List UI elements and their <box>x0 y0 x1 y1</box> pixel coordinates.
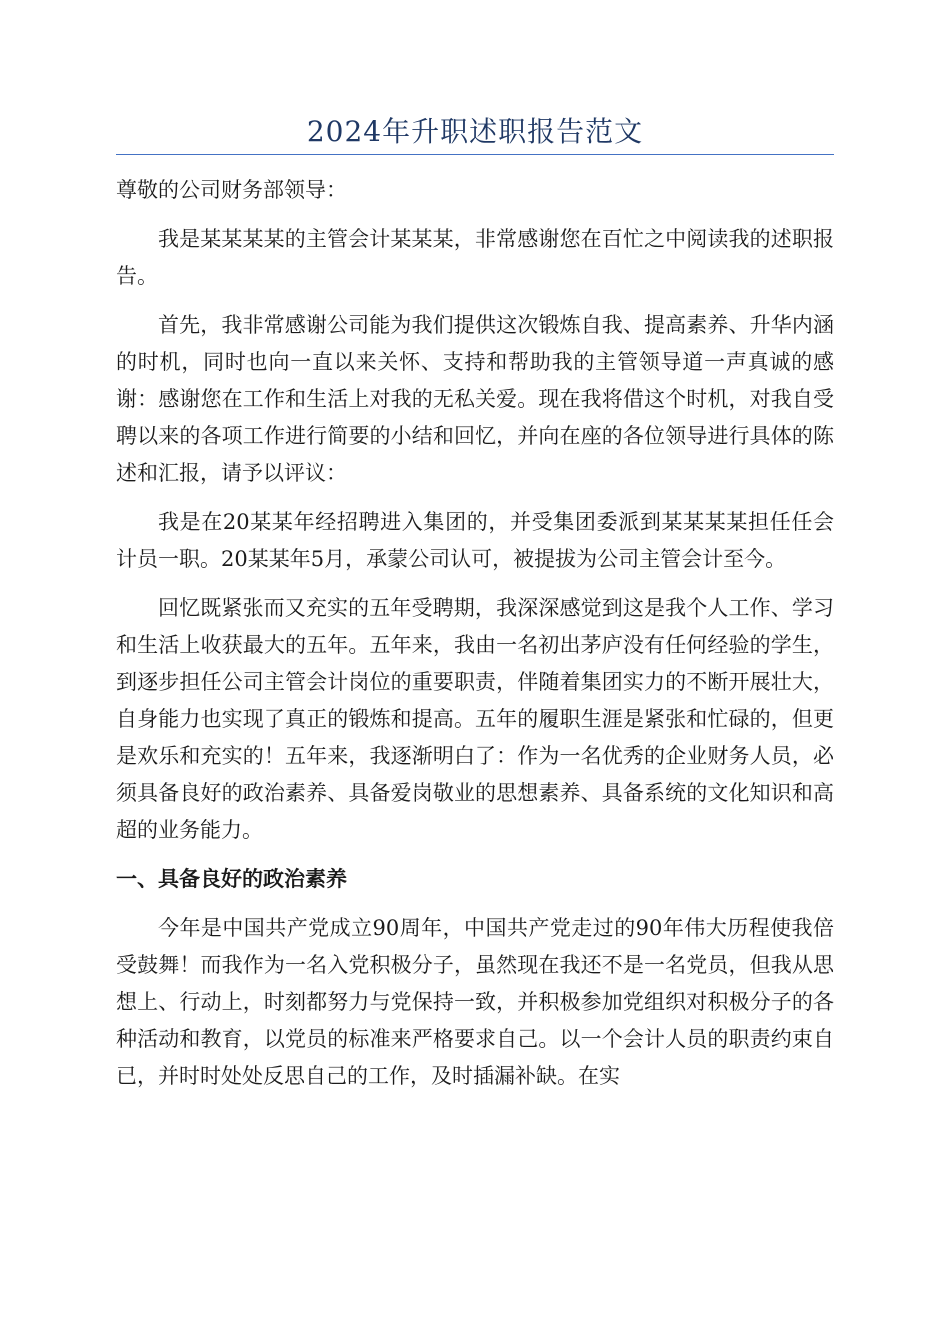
document-body <box>116 172 834 1107</box>
paragraph-introduction: 我是某某某某的主管会计某某某，非常感谢您在百忙之中阅读我的述职报告。 <box>116 227 834 288</box>
paragraph-employment-history: 我是在20某某年经招聘进入集团的，并受集团委派到某某某某担任任会计员一职。20某某年5月，承蒙公司认可，被提拔为公司主管会计至今。 <box>116 510 834 571</box>
title-underline <box>116 154 834 155</box>
paragraph-political-quality: 今年是中国共产党成立90周年，中国共产党走过的90年伟大历程使我倍受鼓舞！而我作为一名入党积极分子，虽然现在我还不是一名党员，但我从思想上、行动上，时刻都努力与党保持一致，并积极参加党组织对积极分子的各种活动和教育，以党员的标准来严格要求自己。以一个会计人员的职责约束自已，并时时处处反思自己的工作，及时插漏补缺。在实 <box>116 916 834 1088</box>
document-title: 2024年升职述职报告范文 <box>306 115 644 148</box>
paragraph-gratitude: 首先，我非常感谢公司能为我们提供这次锻炼自我、提高素养、升华内涵的时机，同时也向一直以来关怀、支持和帮助我的主管领导道一声真诚的感谢：感谢您在工作和生活上对我的无私关爱。现在我将借这个时机，对我自受聘以来的各项工作进行简要的小结和回忆，并向在座的各位领导进行具体的陈述和汇报，请予以评议： <box>116 313 834 485</box>
section-heading-political: 一、具备良好的政治素养 <box>116 867 347 891</box>
paragraph-five-year-review: 回忆既紧张而又充实的五年受聘期，我深深感觉到这是我个人工作、学习和生活上收获最大的五年。五年来，我由一名初出茅庐没有任何经验的学生，到逐步担任公司主管会计岗位的重要职责，伴随着集团实力的不断开展壮大，自身能力也实现了真正的锻炼和提高。五年的履职生涯是紧张和忙碌的，但更是欢乐和充实的！五年来，我逐渐明白了：作为一名优秀的企业财务人员，必须具备良好的政治素养、具备爱岗敬业的思想素养、具备系统的文化知识和高超的业务能力。 <box>116 596 834 842</box>
salutation: 尊敬的公司财务部领导： <box>116 178 347 202</box>
